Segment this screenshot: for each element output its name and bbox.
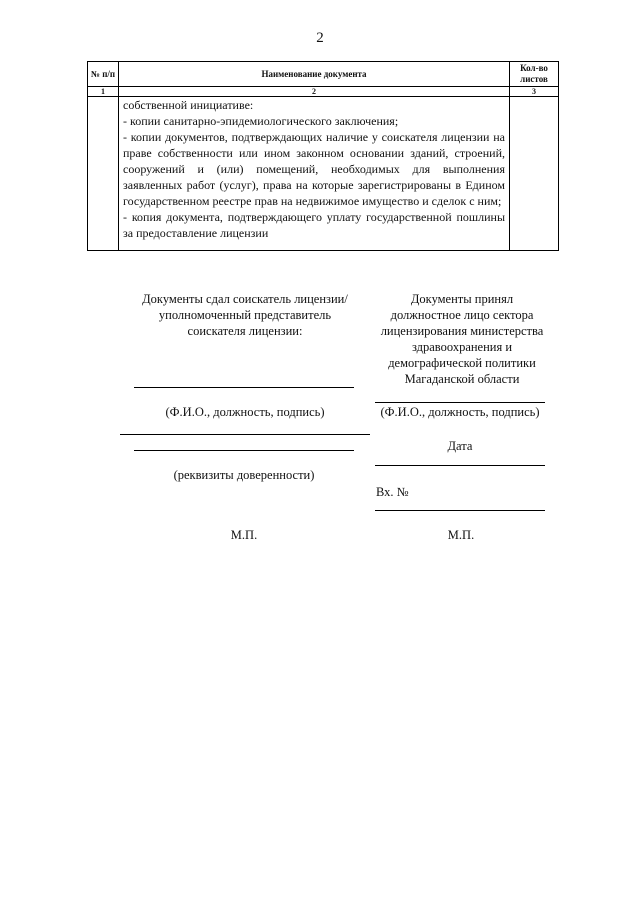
submitter-fio-line [120,434,370,435]
date-label: Дата [447,439,473,453]
incoming-number-line [375,510,545,511]
receiver-signature-line [375,402,545,403]
submitter-signature-line [134,387,354,388]
document-list-cell [119,97,510,251]
submitter-heading: Документы сдал соискатель лицензии/уполномоченный представитель соискателя лицензии: [142,292,348,338]
list-item: собственной инициативе: [123,98,254,112]
submitter-stamp: М.П. [230,528,258,542]
receiver-heading: Документы принял должностное лицо сектора лицензирования министерства здравоохранения и демографической политики Магаданской области [380,292,544,386]
table-header-row [88,62,559,87]
col-number-3: 3 [510,87,559,97]
list-item: - копии документов, подтверждающих наличие у соискателя лицензии на праве собственности или ином законном основании зданий, строений, сооружений и (или) помещений, необходимых для выполнения заявленных работ (услуг), права на которые зарегистрированы в Едином государственном реестре прав на недвижимое имущество и сделок с ним; [123,130,505,208]
list-item: - копия документа, подтверждающего уплату государственной пошлины за предоставление лицензии [123,210,505,240]
col-number-2: 2 [119,87,510,97]
power-of-attorney-caption: (реквизиты доверенности) [173,468,315,482]
header-count: Кол-во листов [510,62,559,87]
receiver-stamp: М.П. [447,528,475,542]
incoming-number-label: Вх. № [376,485,409,499]
receiver-fio-caption: (Ф.И.О., должность, подпись) [380,405,540,419]
header-num: № п/п [88,62,119,87]
col-number-1: 1 [88,87,119,97]
list-item: - копии санитарно-эпидемиологического заключения; [123,114,399,128]
submitter-fio-caption: (Ф.И.О., должность, подпись) [165,405,325,419]
page-number: 2 [316,30,324,46]
row-count-cell [510,97,559,251]
date-line [375,465,545,466]
power-of-attorney-line [134,450,354,451]
table-number-row [88,87,559,97]
table-row [88,97,559,251]
header-name: Наименование документа [119,62,510,87]
row-num-cell [88,97,119,251]
documents-table [87,61,559,251]
